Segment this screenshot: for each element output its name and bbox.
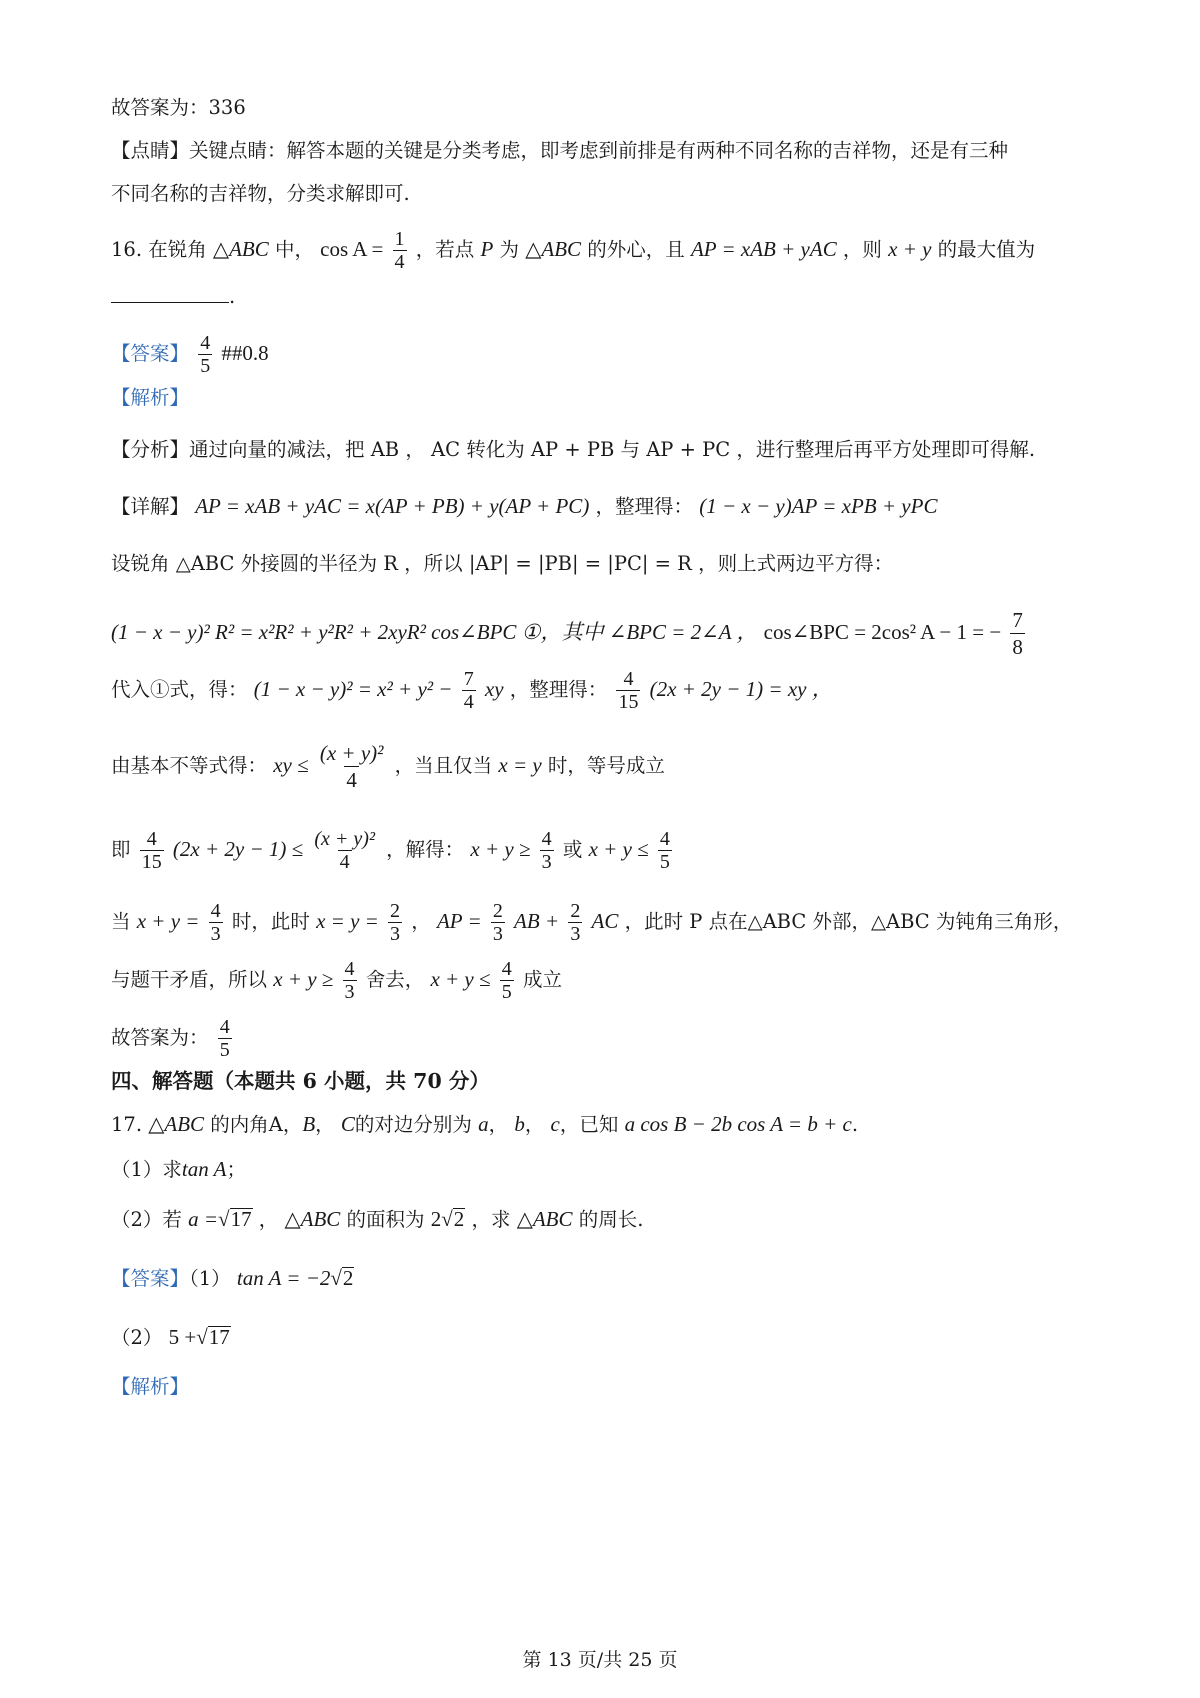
ji-fraction: $\frac{4}{15}$	[141, 828, 162, 873]
maodun-fraction: $\frac{4}{3}$	[344, 958, 355, 1003]
fenxi-line	[111, 436, 1035, 464]
inequality-text: 由基本不等式得：	[111, 754, 268, 777]
q16-cos-fraction: $\frac{1}{4}$	[394, 228, 405, 273]
dang-text: ，此时 P 点在△ABC 外部，△ABC 为钝角三角形，	[624, 910, 1073, 933]
answer-blank	[111, 282, 229, 303]
maodun-text: 与题干矛盾，所以	[111, 968, 268, 991]
fenxi-text: 通过向量的减法，把 AB ， AC 转化为 AP + PB 与 AP + PC ，进行整理后再平方处理即可得解.	[189, 438, 1036, 461]
dang-fraction: $\frac{4}{3}$	[210, 900, 221, 945]
square-line	[111, 607, 1028, 660]
ji-fraction-2: $\frac{\text{(x + y)²}}{4}$	[314, 828, 375, 873]
question-17: 17. △ABC 的内角A，B， C的对边分别为 a， b， c，已知 a cos B − 2b cos A = b + c.	[111, 1112, 859, 1136]
q16-text: ，则	[842, 238, 882, 261]
maodun-text: 成立	[522, 968, 562, 991]
square-cos: cos∠BPC = 2cos² A − 1 = −	[763, 620, 1002, 644]
ji-result-2: x + y ≤	[588, 837, 649, 861]
inequality-lhs: xy ≤	[273, 753, 309, 777]
inequality-text: ，当且仅当	[394, 754, 493, 777]
inequality-fraction: $\frac{\text{(x + y)²}}{4}$	[319, 741, 384, 792]
ji-result-2-fraction: $\frac{4}{5}$	[659, 828, 670, 873]
ji-equation: (2x + 2y − 1) ≤	[172, 837, 304, 861]
jiexi-label: 【解析】	[111, 386, 190, 409]
square-fraction: $\frac{7}{8}$	[1012, 608, 1023, 659]
radius-line: 设锐角 △ABC 外接圆的半径为 R ，所以 |AP| = |PB| = |PC| = R ，则上式两边平方得：	[111, 552, 894, 575]
q16-blank-line: .	[111, 282, 235, 311]
dang-line	[111, 900, 1072, 945]
maodun-line	[111, 958, 562, 1003]
fenxi-label: 【分析】	[111, 438, 190, 461]
q16-prefix: 16. 在锐角	[111, 238, 207, 261]
dang-text: ，	[411, 910, 431, 933]
q16-text: 的最大值为	[937, 238, 1036, 261]
q16-text: 的外心，且	[587, 238, 685, 261]
q16-text: ，若点	[415, 238, 475, 261]
ji-text: 即	[111, 838, 131, 861]
final-answer-label: 故答案为：	[111, 1026, 209, 1049]
answer-fraction: $\frac{4}{5}$	[200, 332, 211, 377]
dang-coef-2: $\frac{2}{3}$	[570, 900, 581, 945]
q16-point-p: P	[480, 237, 494, 261]
dang-text: 时，此时	[231, 910, 310, 933]
ji-text: ，解得：	[386, 838, 465, 861]
dang-vector: AP =	[436, 909, 482, 933]
substitute-text: ，整理得：	[509, 678, 608, 701]
inequality-line	[111, 740, 665, 793]
q17-jiexi-label: 【解析】	[111, 1375, 190, 1398]
q16-triangle: △ABC	[525, 237, 582, 261]
q16-vector-equation: AP = xAB + yAC	[690, 237, 837, 261]
substitute-line	[111, 668, 833, 713]
xiangjie-text: ，整理得：	[595, 495, 694, 518]
ji-result-1-fraction: $\frac{4}{3}$	[541, 828, 552, 873]
answer-label: 【答案】	[111, 342, 190, 365]
answer-alt: ##0.8	[221, 341, 269, 365]
substitute-fraction: $\frac{7}{4}$	[463, 668, 474, 713]
maodun-equation: x + y ≥	[273, 967, 334, 991]
q17-equation: a cos B − 2b cos A = b + c	[624, 1112, 852, 1136]
q16-cos: cos A =	[320, 237, 384, 261]
q17-answer-line: 【答案】（1） tan A = −2√2	[111, 1266, 354, 1290]
q17-answer-label: 【答案】	[111, 1267, 190, 1290]
substitute-equation-2: (2x + 2y − 1) = xy ，	[649, 677, 833, 701]
maodun-text: 舍去，	[365, 968, 425, 991]
square-equation: (1 − x − y)² R² = x²R² + y²R² + 2xyR² cos∠BPC ①，其中 ∠BPC = 2∠A ，	[111, 620, 758, 644]
xiangjie-line	[111, 492, 937, 521]
final-answer-line	[111, 1016, 235, 1061]
substitute-text: 代入①式，得：	[111, 678, 248, 701]
dianjing-line-2: 不同名称的吉祥物，分类求解即可.	[111, 182, 410, 205]
dang-text: 当	[111, 910, 131, 933]
q17-triangle: △ABC	[148, 1112, 205, 1136]
q16-text: 中，	[274, 238, 314, 261]
ji-result-1: x + y ≥	[470, 837, 531, 861]
section-heading: 四、解答题（本题共 6 小题，共 70 分）	[111, 1069, 490, 1093]
q17-answer-part-2: （2） 5 +√17	[111, 1325, 230, 1349]
substitute-xy: xy	[484, 677, 504, 701]
dang-coef-1: $\frac{2}{3}$	[492, 900, 503, 945]
substitute-equation: (1 − x − y)² = x² + y² −	[253, 677, 453, 701]
question-16	[111, 228, 1035, 273]
dang-equation: x + y =	[136, 909, 200, 933]
xiangjie-label: 【详解】	[111, 495, 190, 518]
q16-triangle: △ABC	[212, 237, 269, 261]
xiangjie-equation: AP = xAB + yAC = x(AP + PB) + y(AP + PC)	[195, 494, 590, 518]
dang-equation-2: x = y =	[316, 909, 379, 933]
q17-part-2: （2）若 a =√17 ， △ABC 的面积为 2√2 ，求 △ABC 的周长.	[111, 1207, 644, 1231]
xiangjie-equation-2: (1 − x − y)AP = xPB + yPC	[699, 494, 938, 518]
prev-answer-line: 故答案为：336	[111, 96, 246, 119]
substitute-fraction-2: $\frac{4}{15}$	[618, 668, 639, 713]
ji-or: 或	[562, 838, 583, 861]
q16-sum: x + y	[888, 237, 932, 261]
answer-line	[111, 332, 269, 377]
inequality-condition: x = y	[498, 753, 542, 777]
inequality-text: 时，等号成立	[547, 754, 665, 777]
dang-vector-ab: AB +	[514, 909, 560, 933]
final-answer-fraction: $\frac{4}{5}$	[219, 1016, 230, 1061]
page-footer: 第 13 页/共 25 页	[522, 1649, 678, 1671]
dang-vector-ac: AC	[591, 909, 619, 933]
q17-part-1: （1）求tan A；	[111, 1157, 246, 1181]
maodun-fraction-2: $\frac{4}{5}$	[501, 958, 512, 1003]
dianjing-line-1: 【点睛】关键点睛：解答本题的关键是分类考虑，即考虑到前排是有两种不同名称的吉祥物，还是有三种	[111, 139, 1009, 162]
ji-line	[111, 828, 675, 873]
dang-fraction-2: $\frac{2}{3}$	[390, 900, 401, 945]
maodun-equation-2: x + y ≤	[430, 967, 491, 991]
q17-sqrt: 17	[230, 1207, 252, 1231]
q16-text: 为	[499, 238, 520, 261]
